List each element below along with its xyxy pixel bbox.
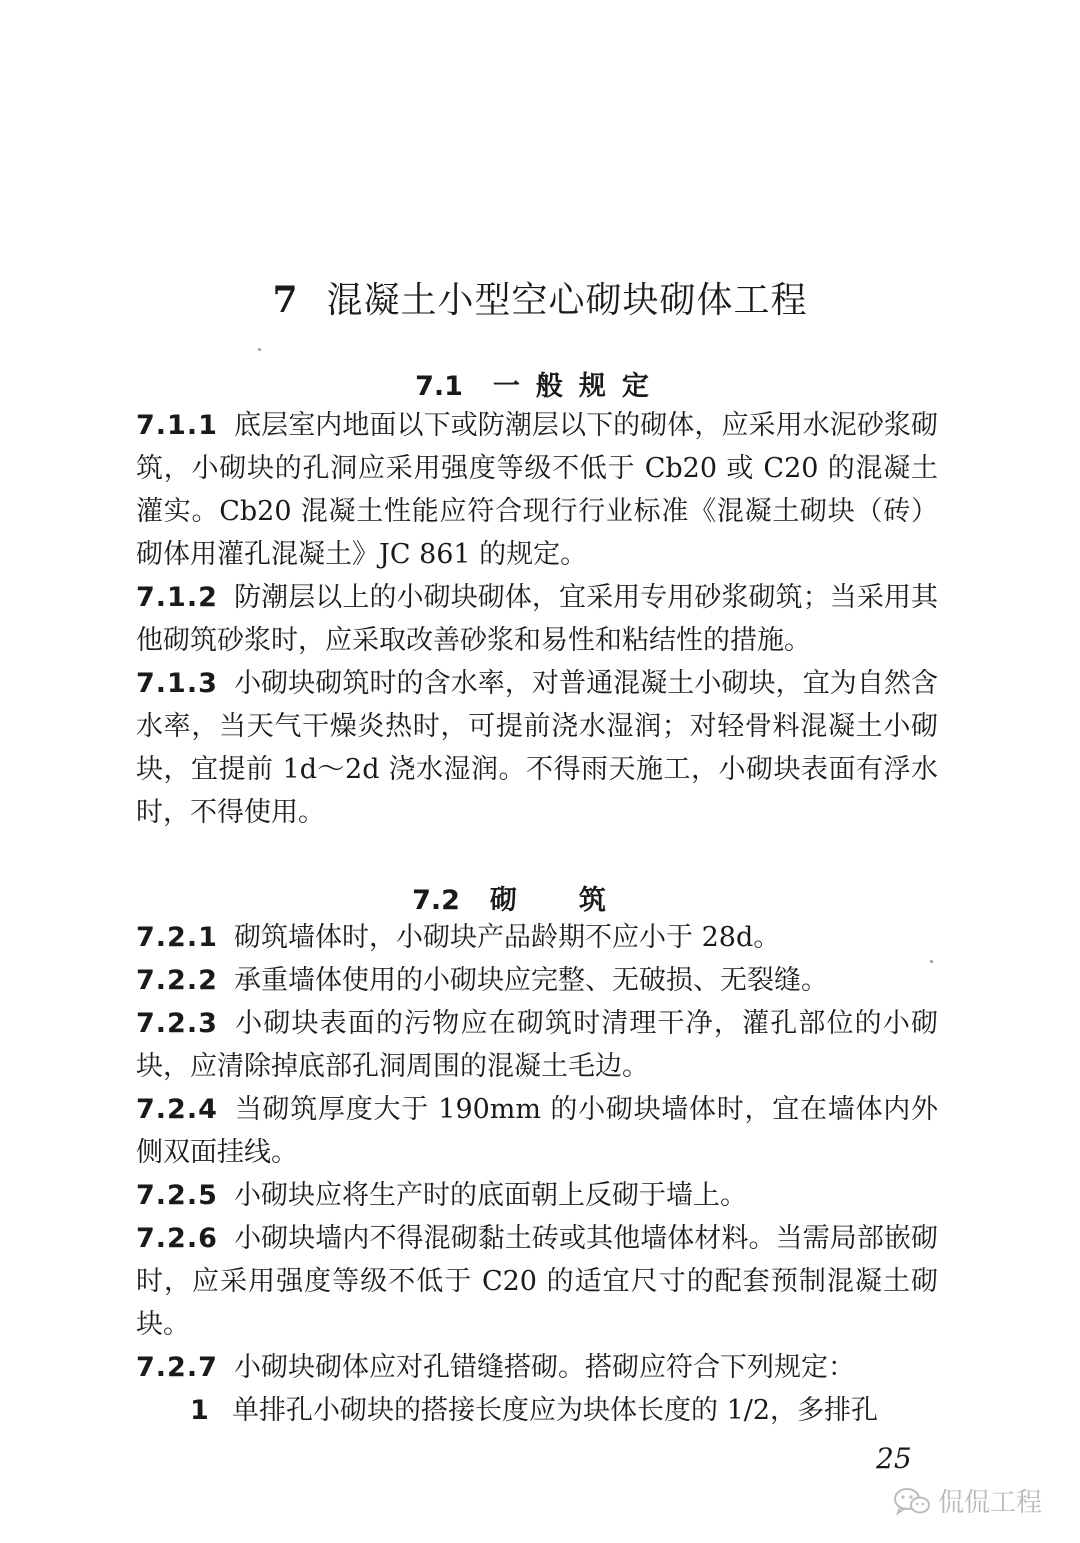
clause-text: 小砌块应将生产时的底面朝上反砌于墙上。 (234, 1180, 747, 1211)
clause-number: 7.1.2 (136, 582, 218, 613)
clause-number: 7.1.3 (136, 668, 218, 699)
clause-7-1-1 (136, 404, 938, 576)
clause-7-2-5 (136, 1174, 938, 1217)
clause-number: 7.2.6 (136, 1223, 218, 1254)
clause-text: 承重墙体使用的小砌块应完整、无破损、无裂缝。 (234, 965, 828, 996)
clause-7-1-3 (136, 662, 938, 834)
watermark (892, 1482, 1042, 1519)
wechat-icon (892, 1486, 932, 1516)
section-title-7-1 (0, 364, 1080, 403)
section-number: 7.1 (415, 371, 463, 403)
clause-text: 当砌筑厚度大于 190mm 的小砌块墙体时，宜在墙体内外侧双面挂线。 (136, 1094, 938, 1168)
clause-number: 7.2.5 (136, 1180, 218, 1211)
clause-number: 7.2.2 (136, 965, 218, 996)
section-title-7-2 (0, 878, 1080, 917)
scan-speck (258, 348, 261, 351)
clause-7-2-6 (136, 1217, 938, 1346)
item-text: 单排孔小砌块的搭接长度应为块体长度的 1/2，多排孔 (232, 1395, 879, 1426)
section-title-text: 砌筑 (489, 885, 668, 917)
clause-number: 7.2.4 (136, 1094, 218, 1125)
clause-7-2-2 (136, 959, 938, 1002)
clause-text: 小砌块砌筑时的含水率，对普通混凝土小砌块，宜为自然含水率，当天气干燥炎热时，可提前浇水湿润；对轻骨料混凝土小砌块，宜提前 1d～2d 浇水湿润。不得雨天施工，小砌块表面有浮水时，不得使用。 (136, 668, 938, 828)
clause-number: 7.2.7 (136, 1352, 218, 1383)
section-body-7-1 (136, 404, 938, 834)
clause-text: 小砌块砌体应对孔错缝搭砌。搭砌应符合下列规定： (234, 1352, 855, 1383)
clause-text: 小砌块墙内不得混砌黏土砖或其他墙体材料。当需局部嵌砌时，应采用强度等级不低于 C20 的适宜尺寸的配套预制混凝土砌块。 (136, 1223, 938, 1340)
list-item-1 (136, 1389, 938, 1432)
clause-number: 7.1.1 (136, 410, 218, 441)
clause-7-2-7 (136, 1346, 938, 1389)
clause-7-2-1 (136, 916, 938, 959)
section-title-text: 一般规定 (492, 371, 665, 403)
page-number: 25 (876, 1442, 912, 1475)
clause-text: 防潮层以上的小砌块砌体，宜采用专用砂浆砌筑；当采用其他砌筑砂浆时，应采取改善砂浆和易性和粘结性的措施。 (136, 582, 938, 656)
watermark-text: 侃侃工程 (938, 1488, 1043, 1518)
chapter-title (0, 272, 1080, 323)
section-number: 7.2 (412, 885, 460, 917)
clause-text: 底层室内地面以下或防潮层以下的砌体，应采用水泥砂浆砌筑，小砌块的孔洞应采用强度等级不低于 Cb20 或 C20 的混凝土灌实。Cb20 混凝土性能应符合现行行业标准《混凝土砌块（砖）砌体用灌孔混凝土》JC 861 的规定。 (136, 410, 938, 570)
clause-7-2-3 (136, 1002, 938, 1088)
item-number: 1 (190, 1395, 210, 1426)
section-body-7-2 (136, 916, 938, 1432)
scan-speck (930, 960, 933, 963)
chapter-title-text: 混凝土小型空心砌块砌体工程 (326, 280, 808, 322)
clause-number: 7.2.3 (136, 1008, 218, 1039)
clause-7-1-2 (136, 576, 938, 662)
clause-number: 7.2.1 (136, 922, 218, 953)
clause-7-2-4 (136, 1088, 938, 1174)
clause-text: 小砌块表面的污物应在砌筑时清理干净，灌孔部位的小砌块，应清除掉底部孔洞周围的混凝土毛边。 (136, 1008, 938, 1082)
clause-text: 砌筑墙体时，小砌块产品龄期不应小于 28d。 (234, 922, 781, 953)
chapter-number: 7 (272, 279, 299, 322)
